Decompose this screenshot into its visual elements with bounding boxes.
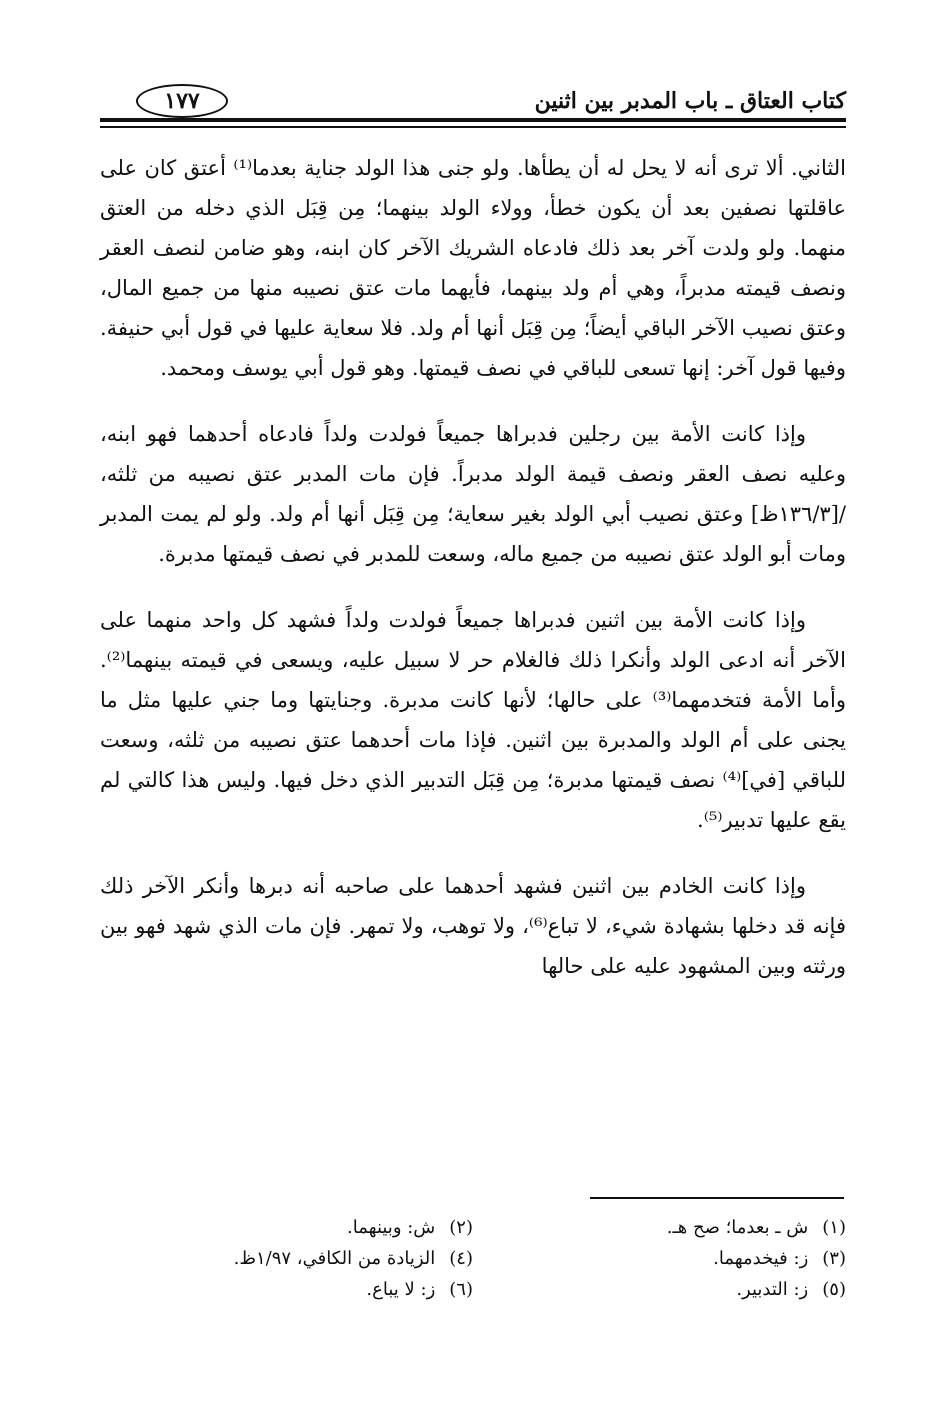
running-title: كتاب العتاق ـ باب المدبر بين اثنين (534, 88, 846, 114)
header-rule-thick (100, 118, 846, 122)
footnote-number: (١) (822, 1217, 846, 1238)
footnote-text: ز: التدبير. (736, 1279, 809, 1300)
footnotes (100, 1212, 846, 1305)
page-header (100, 80, 846, 132)
footnote-text: ش: وبينهما. (347, 1217, 436, 1238)
paragraph: وإذا كانت الأمة بين اثنين فدبراها جميعاً فولدت ولداً فشهد كل واحد منهما على الآخر أنه ادعى الولد وأنكرا ذلك فالغلام حر لا سبيل عليه، ويسعى في قيمته بينهما⁽²⁾. وأما الأمة فتخدمهما⁽³⁾ على حالها؛ لأنها كانت مدبرة. وجنايتها وما جني عليها مثل ما يجنى على أم الولد والمدبرة بين اثنين. فإذا مات أحدهما عتق نصيبه من ثلثه، وسعت للباقي [في]⁽⁴⁾ نصف قيمتها مدبرة؛ مِن قِبَل التدبير الذي دخل فيها. وليس هذا كالتي لم يقع عليها تدبير⁽⁵⁾. (100, 608, 846, 832)
footnote-separator (590, 1197, 844, 1199)
footnote-text: ش ـ بعدما؛ صح هـ. (666, 1217, 809, 1238)
footnote-number: (٢) (449, 1217, 473, 1238)
footnote (100, 1243, 473, 1274)
footnote-text: الزيادة من الكافي، ١/٩٧ظ. (233, 1248, 436, 1269)
footnote-number: (٤) (449, 1248, 473, 1269)
footnote-number: (٣) (822, 1248, 846, 1269)
header-rule-thin (100, 126, 846, 128)
page-number: ١٧٧ (136, 84, 228, 118)
footnote (473, 1243, 846, 1274)
footnote-text: ز: فيخدمهما. (713, 1248, 809, 1269)
paragraph: وإذا كانت الخادم بين اثنين فشهد أحدهما على صاحبه أنه دبرها وأنكر الآخر ذلك فإنه قد دخلها بشهادة شيء، لا تباع⁽⁶⁾، ولا توهب، ولا تمهر. فإن مات الذي شهد فهو بين ورثته وبين المشهود عليه على حالها (100, 874, 846, 978)
footnote (100, 1212, 473, 1243)
footnote (100, 1274, 473, 1305)
footnote-text: ز: لا يباع. (366, 1279, 436, 1300)
footnote (473, 1212, 846, 1243)
paragraph: وإذا كانت الأمة بين رجلين فدبراها جميعاً فولدت ولداً فادعاه أحدهما فهو ابنه، وعليه نصف العقر ونصف قيمة الولد مدبراً. فإن مات المدبر عتق نصيبه من ثلثه، /[١٣٦/٣ظ] وعتق نصيب أبي الولد بغير سعاية؛ مِن قِبَل أنها أم ولد. ولو لم يمت المدبر ومات أبو الولد عتق نصيبه من جميع ماله، وسعت للمدبر في نصف قيمتها مدبرة. (100, 422, 846, 566)
paragraph: الثاني. ألا ترى أنه لا يحل له أن يطأها. ولو جنى هذا الولد جناية بعدما⁽¹⁾ أعتق كان على عاقلتها نصفين بعد أن يكون خطأ، وولاء الولد بينهما؛ مِن قِبَل الذي دخله من العتق منهما. ولو ولدت آخر بعد ذلك فادعاه الشريك الآخر كان ابنه، وهو ضامن لنصف العقر ونصف قيمته مدبراً، وهي أم ولد بينهما، فأيهما مات عتق نصيبه منها من جميع المال، وعتق نصيب الآخر الباقي أيضاً؛ مِن قِبَل أنها أم ولد. فلا سعاية عليها في قول أبي حنيفة. وفيها قول آخر: إنها تسعى للباقي في نصف قيمتها. وهو قول أبي يوسف ومحمد. (100, 156, 846, 380)
footnote-number: (٦) (449, 1279, 473, 1300)
footnote (473, 1274, 846, 1305)
footnote-number: (٥) (822, 1279, 846, 1300)
main-text (100, 148, 846, 1012)
